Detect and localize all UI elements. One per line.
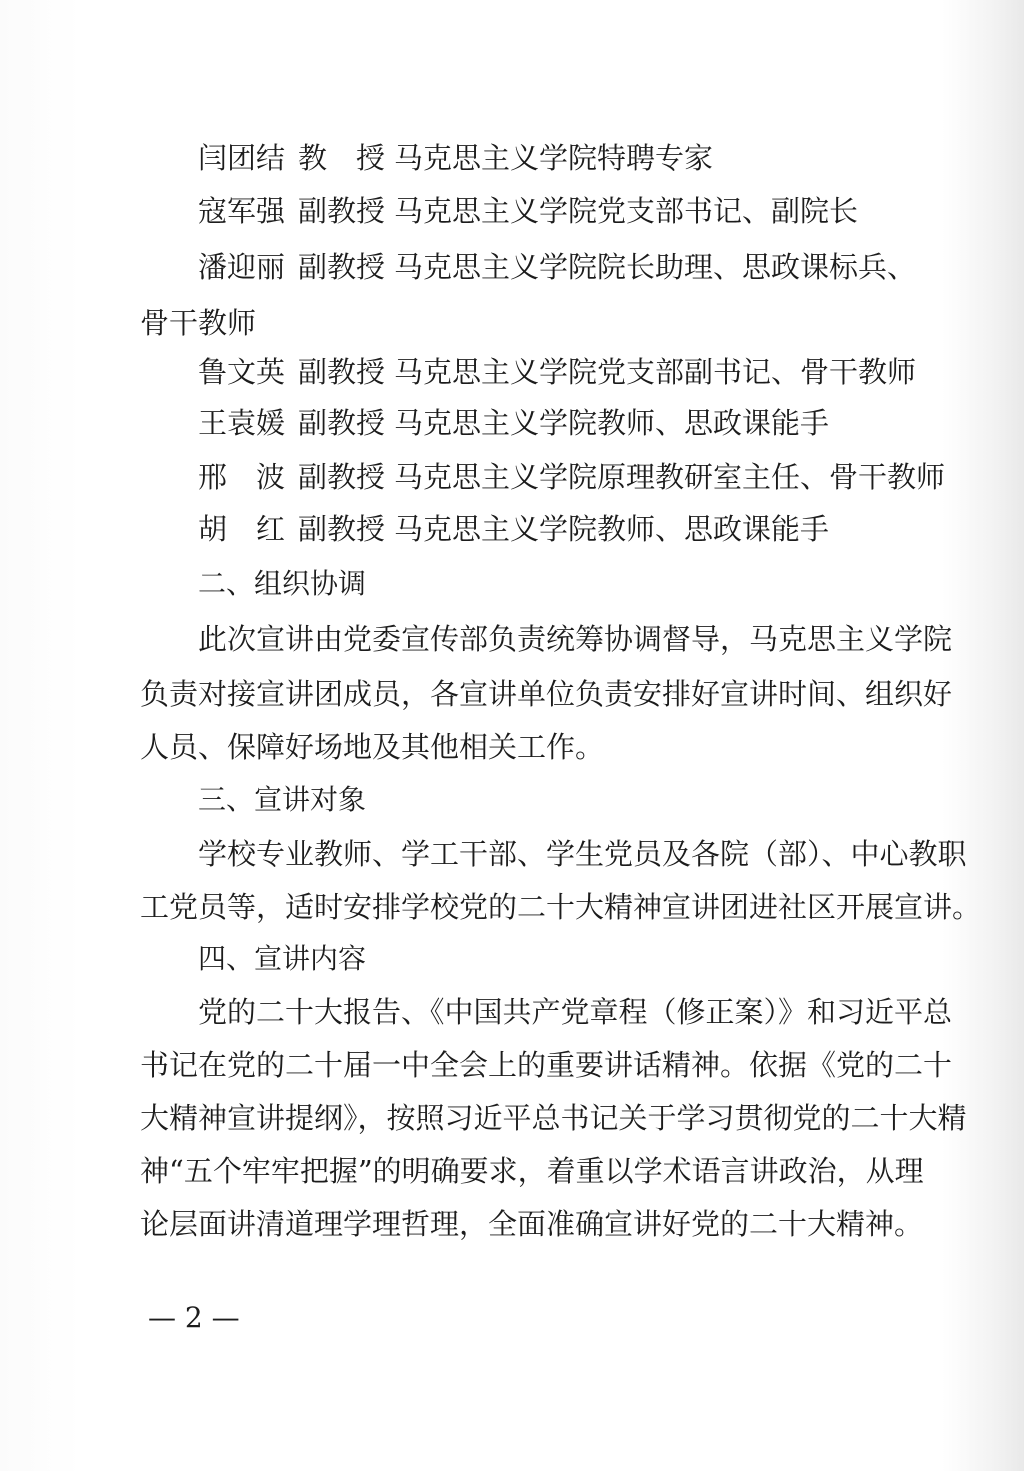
member-row <box>198 405 829 441</box>
member-role: 马克思主义学院教师、思政课能手 <box>394 406 830 440</box>
paragraph-line: 工党员等，适时安排学校党的二十大精神宣讲团进社区开展宣讲。 <box>140 890 982 924</box>
member-rank: 副教授 <box>298 250 386 284</box>
member-name: 潘迎丽 <box>198 250 286 284</box>
paragraph-line: 负责对接宣讲团成员，各宣讲单位负责安排好宣讲时间、组织好 <box>140 677 953 711</box>
member-name: 王袁媛 <box>198 406 286 440</box>
section-heading: 四、宣讲内容 <box>198 942 367 975</box>
member-rank: 副教授 <box>298 512 386 546</box>
member-rank: 副教授 <box>298 194 386 228</box>
member-name: 闫团结 <box>198 141 286 175</box>
member-rank: 副教授 <box>298 406 386 440</box>
paragraph-line: 学校专业教师、学工干部、学生党员及各院（部）、中心教职 <box>198 837 967 871</box>
member-role: 马克思主义学院院长助理、思政课标兵、 <box>394 250 917 284</box>
member-row <box>198 459 945 495</box>
member-role: 马克思主义学院原理教研室主任、骨干教师 <box>394 460 946 494</box>
member-row <box>198 140 713 176</box>
paragraph-line: 大精神宣讲提纲》，按照习近平总书记关于学习贯彻党的二十大精 <box>140 1101 967 1135</box>
paragraph-line: 论层面讲清道理学理哲理，全面准确宣讲好党的二十大精神。 <box>140 1207 924 1241</box>
member-rank: 副教授 <box>298 460 386 494</box>
member-name: 邢 波 <box>198 460 286 494</box>
paragraph-line: 此次宣讲由党委宣传部负责统筹协调督导，马克思主义学院 <box>198 622 953 656</box>
member-row <box>198 249 916 285</box>
paragraph-line: 人员、保障好场地及其他相关工作。 <box>140 730 605 764</box>
member-row <box>198 354 916 390</box>
section-heading: 二、组织协调 <box>198 567 367 600</box>
member-rank: 教 授 <box>298 141 386 175</box>
paragraph-line: 神“五个牢牢把握”的明确要求，着重以学术语言讲政治，从理 <box>140 1154 924 1188</box>
page-number: — 2 — <box>148 1301 240 1334</box>
member-role: 马克思主义学院党支部副书记、骨干教师 <box>394 355 917 389</box>
member-name: 胡 红 <box>198 512 286 546</box>
member-name: 鲁文英 <box>198 355 286 389</box>
member-role: 马克思主义学院党支部书记、副院长 <box>394 194 859 228</box>
paragraph-line: 党的二十大报告、《中国共产党章程（修正案）》和习近平总 <box>198 995 953 1029</box>
member-role-continuation: 骨干教师 <box>140 306 257 340</box>
section-heading: 三、宣讲对象 <box>198 783 367 816</box>
member-role: 马克思主义学院特聘专家 <box>394 141 714 175</box>
member-name: 寇军强 <box>198 194 286 228</box>
member-role: 马克思主义学院教师、思政课能手 <box>394 512 830 546</box>
member-rank: 副教授 <box>298 355 386 389</box>
paragraph-line: 书记在党的二十届一中全会上的重要讲话精神。依据《党的二十 <box>140 1048 953 1082</box>
member-row <box>198 511 829 547</box>
member-row <box>198 193 858 229</box>
